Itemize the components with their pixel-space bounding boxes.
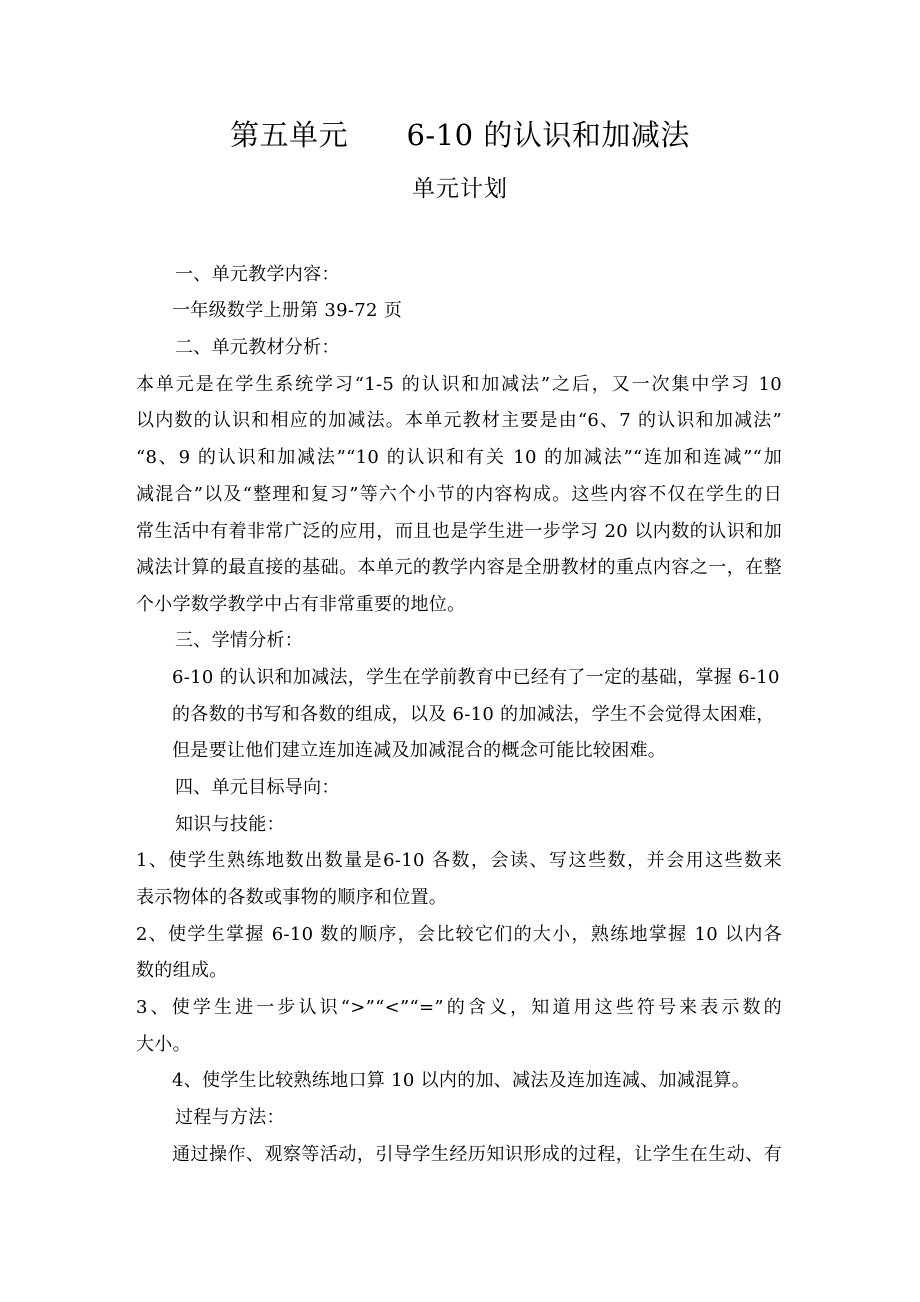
goal-item-2-cont: 数的组成。	[136, 960, 228, 981]
goal-item-1: 1、使学生熟练地数出数量是6-10 各数，会读、写这些数，并会用这些数来	[136, 850, 782, 871]
paragraph-line: 本单元是在学生系统学习“1-5 的认识和加减法”之后，又一次集中学习 10	[136, 374, 782, 395]
paragraph-line: 但是要让他们建立连加连减及加减混合的概念可能比较困难。	[172, 740, 667, 761]
document-subtitle: 单元计划	[412, 176, 508, 202]
paragraph-line: 以内数的认识和相应的加减法。本单元教材主要是由“6、7 的认识和加减法”	[136, 410, 782, 431]
goal-item-2: 2、使学生掌握 6-10 数的顺序，会比较它们的大小，熟练地掌握 10 以内各	[136, 924, 782, 945]
subheading-knowledge: 知识与技能：	[175, 814, 285, 835]
paragraph-line: 通过操作、观察等活动，引导学生经历知识形成的过程，让学生在生动、有	[172, 1144, 782, 1165]
goal-item-3: 3、使学生进一步认识“>”“<”“=”的含义，知道用这些符号来表示数的	[136, 997, 782, 1018]
section-heading-students: 三、学情分析：	[175, 630, 304, 651]
paragraph-line: 的各数的书写和各数的组成，以及 6-10 的加减法，学生不会觉得太困难，	[172, 704, 775, 725]
section-heading-goals: 四、单元目标导向：	[175, 777, 340, 798]
paragraph-line: 减法计算的最直接的基础。本单元的教学内容是全册教材的重点内容之一，在整	[136, 557, 782, 578]
section-heading-analysis: 二、单元教材分析：	[175, 337, 340, 358]
document-title: 第五单元 6-10 的认识和加减法	[230, 118, 690, 152]
paragraph-line: 个小学数学教学中占有非常重要的地位。	[136, 594, 466, 615]
section-heading-content: 一、单元教学内容：	[175, 264, 340, 285]
content-text: 一年级数学上册第 39-72 页	[172, 300, 403, 321]
goal-item-1-cont: 表示物体的各数或事物的顺序和位置。	[136, 887, 448, 908]
paragraph-line: “8、9 的认识和加减法”“10 的认识和有关 10 的加减法”“连加和连减”“加	[136, 447, 782, 468]
paragraph-line: 常生活中有着非常广泛的应用，而且也是学生进一步学习 20 以内数的认识和加	[136, 521, 782, 542]
goal-item-3-cont: 大小。	[136, 1034, 191, 1055]
paragraph-line: 6-10 的认识和加减法，学生在学前教育中已经有了一定的基础，掌握 6-10	[172, 667, 780, 688]
subheading-process: 过程与方法：	[175, 1107, 285, 1128]
paragraph-line: 减混合”以及“整理和复习”等六个小节的内容构成。这些内容不仅在学生的日	[136, 484, 782, 505]
goal-item-4: 4、使学生比较熟练地口算 10 以内的加、减法及连加连减、加减混算。	[172, 1070, 750, 1091]
